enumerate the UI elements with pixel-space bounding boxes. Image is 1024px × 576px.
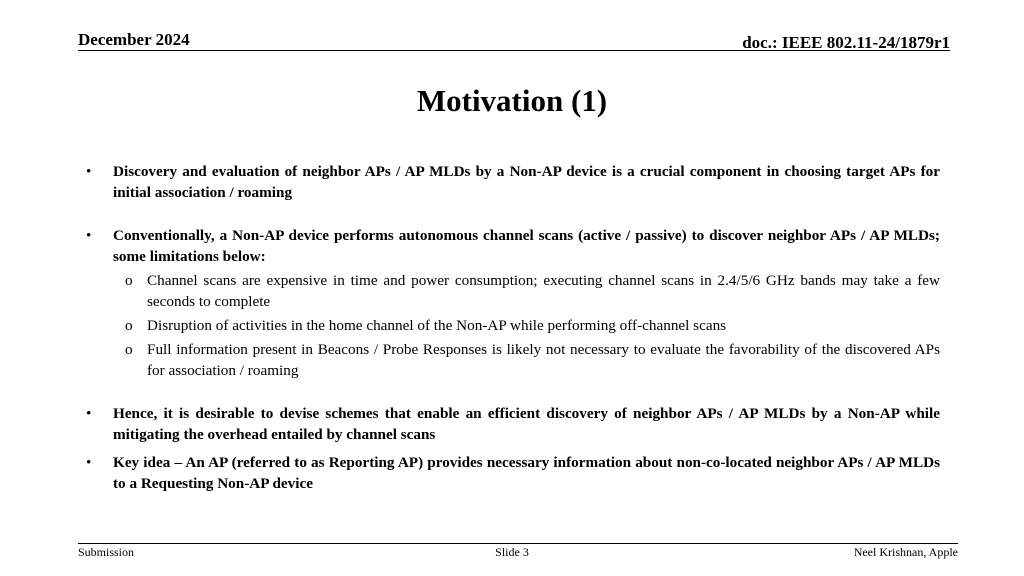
- bullet-item: [80, 161, 940, 203]
- header-divider: [78, 50, 950, 51]
- sub-bullet-text: Full information present in Beacons / Probe Responses is likely not necessary to evaluate the favorability of the discovered APs for association / roaming: [147, 341, 940, 379]
- footer-divider: [78, 543, 958, 544]
- slide-body: [80, 161, 940, 494]
- footer-author: Neel Krishnan, Apple: [853, 545, 958, 559]
- bullet-item: [80, 225, 940, 267]
- bullet-text: Hence, it is desirable to devise schemes that enable an efficient discovery of neighbor APs / AP MLDs by a Non-AP while mitigating the overhead entailed by channel scans: [113, 405, 940, 443]
- bullet-text: Discovery and evaluation of neighbor APs / AP MLDs by a Non-AP device is a crucial component in choosing target APs for initial association / roaming: [113, 163, 940, 201]
- sub-bullet-marker: o: [125, 317, 133, 334]
- sub-bullet-text: Channel scans are expensive in time and power consumption; executing channel scans in 2.4/5/6 GHz bands may take a few seconds to complete: [147, 272, 940, 310]
- footer-slide-number: Slide 3: [495, 545, 529, 559]
- header-doc-id: doc.: IEEE 802.11-24/1879r1: [742, 33, 950, 52]
- bullet-marker: •: [86, 405, 92, 422]
- bullet-marker: •: [86, 227, 92, 244]
- sub-bullet-item: [80, 315, 940, 336]
- sub-bullet-item: [80, 339, 940, 381]
- footer-submission: Submission: [78, 545, 135, 559]
- sub-bullet-item: [80, 270, 940, 312]
- sub-bullet-marker: o: [125, 272, 133, 289]
- bullet-marker: •: [86, 454, 92, 471]
- bullet-text: Conventionally, a Non-AP device performs autonomous channel scans (active / passive) to discover neighbor APs / AP MLDs; some limitations below:: [113, 227, 940, 265]
- bullet-text: Key idea – An AP (referred to as Reporting AP) provides necessary information about non-co-located neighbor APs / AP MLDs to a Requesting Non-AP device: [113, 454, 940, 492]
- slide-title: Motivation (1): [416, 83, 608, 118]
- bullet-item: [80, 403, 940, 445]
- header-date: December 2024: [78, 30, 190, 49]
- bullet-item: [80, 452, 940, 494]
- bullet-marker: •: [86, 163, 92, 180]
- sub-bullet-text: Disruption of activities in the home channel of the Non-AP while performing off-channel scans: [147, 317, 727, 334]
- sub-bullet-marker: o: [125, 341, 133, 358]
